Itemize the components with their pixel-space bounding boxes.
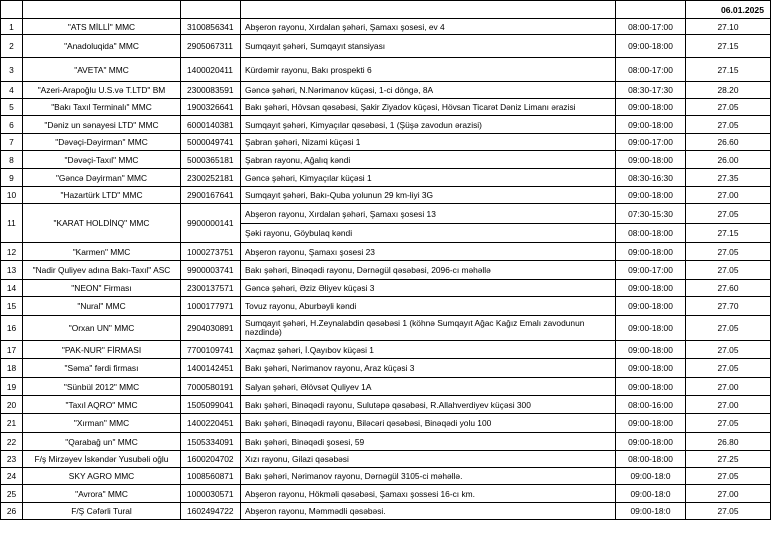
tax-id: 7700109741: [181, 341, 241, 359]
company-name: F/ş Mirzəyev İskəndər Yusubəli oğlu: [23, 451, 181, 468]
table-row: [1, 433, 771, 451]
price: 27.25: [686, 451, 771, 468]
table-row: [1, 378, 771, 396]
company-name: "Dəvəçi-Taxıl" MMC: [23, 151, 181, 169]
table-row: [1, 99, 771, 116]
tax-id: 1400142451: [181, 359, 241, 378]
row-number: 21: [1, 414, 23, 433]
address: Sumqayıt şəhəri, Bakı-Quba yolunun 29 km-liyi 3G: [241, 187, 616, 204]
tax-id: 1505099041: [181, 396, 241, 414]
address: Abşeron rayonu, Şamaxı şosesi 23: [241, 243, 616, 261]
price: 27.05: [686, 99, 771, 116]
table-row: [1, 414, 771, 433]
working-hours: 09:00-18:00: [616, 280, 686, 297]
table-row: [1, 35, 771, 58]
table-row: [1, 82, 771, 99]
table-row: [1, 58, 771, 82]
tax-id: 5000365181: [181, 151, 241, 169]
table-row: [1, 243, 771, 261]
table-row: [1, 134, 771, 151]
price: 27.05: [686, 414, 771, 433]
tax-id: 1600204702: [181, 451, 241, 468]
table-row: [1, 116, 771, 134]
price: 27.60: [686, 280, 771, 297]
table-row: [1, 359, 771, 378]
tax-id: 1000030571: [181, 485, 241, 503]
address: Bakı şəhəri, Nərimanov rayonu, Araz küçəsi 3: [241, 359, 616, 378]
table-row: [1, 341, 771, 359]
company-name: "ATS MİLLİ" MMC: [23, 19, 181, 35]
row-number: 5: [1, 99, 23, 116]
row-number: 18: [1, 359, 23, 378]
row-number: 11: [1, 204, 23, 243]
working-hours: 09:00-18:00: [616, 99, 686, 116]
price: 27.05: [686, 359, 771, 378]
row-number: 20: [1, 396, 23, 414]
header-row: [1, 1, 771, 19]
price: 27.15: [686, 35, 771, 58]
row-number: 3: [1, 58, 23, 82]
address: Bakı şəhəri, Binəqədi rayonu, Dərnəgül qəsəbəsi, 2096-cı məhəllə: [241, 261, 616, 280]
company-name: "PAK-NUR" FİRMASI: [23, 341, 181, 359]
company-name: "Dəniz un sənayesi LTD" MMC: [23, 116, 181, 134]
address: Bakı şəhəri, Nərimanov rayonu, Dərnəgül 3105-ci məhəllə.: [241, 468, 616, 485]
address: Bakı şəhəri, Hövsan qəsəbəsi, Şakir Ziyadov küçəsi, Hövsan Ticarət Dəniz Limanı ərazisi: [241, 99, 616, 116]
company-name: "Hazartürk LTD" MMC: [23, 187, 181, 204]
price: 27.05: [686, 116, 771, 134]
working-hours: 09:00-18:00: [616, 433, 686, 451]
table-row: [1, 19, 771, 35]
company-name: "Nadir Quliyev adına Bakı-Taxıl" ASC: [23, 261, 181, 280]
address: Salyan şəhəri, Əlövsət Quliyev 1A: [241, 378, 616, 396]
tax-id: 2900167641: [181, 187, 241, 204]
tax-id: 9900000141: [181, 204, 241, 243]
header-cell-address: [241, 1, 616, 19]
working-hours: 09:00-18:00: [616, 341, 686, 359]
row-number: 1: [1, 19, 23, 35]
tax-id: 6000140381: [181, 116, 241, 134]
table-row: [1, 169, 771, 187]
header-date: 06.01.2025: [686, 1, 771, 19]
address: Sumqayıt şəhəri, H.Zeynalabdin qəsəbəsi 1 (köhnə Sumqayıt Ağac Kağız Emalı zavodunun nəzdində): [241, 316, 616, 341]
row-number: 13: [1, 261, 23, 280]
company-name: "Xırman" MMC: [23, 414, 181, 433]
company-name: "KARAT HOLDİNQ" MMC: [23, 204, 181, 243]
address: Sumqayıt şəhəri, Sumqayıt stansiyası: [241, 35, 616, 58]
working-hours: 09:00-18:00: [616, 151, 686, 169]
working-hours: 08:00-16:00: [616, 396, 686, 414]
company-name: "Dəvəçi-Dəyirman" MMC: [23, 134, 181, 151]
table-row: [1, 151, 771, 169]
tax-id: 1400020411: [181, 58, 241, 82]
table-row: [1, 396, 771, 414]
price: 27.05: [686, 341, 771, 359]
working-hours: 08:30-16:30: [616, 169, 686, 187]
tax-id: 2300252181: [181, 169, 241, 187]
address: Gəncə şəhəri, Kimyaçılar küçəsi 1: [241, 169, 616, 187]
table-row: [1, 485, 771, 503]
price: 27.00: [686, 396, 771, 414]
company-name: "Azeri-Arapoğlu U.S.və T.LTD" BM: [23, 82, 181, 99]
table-row: [1, 451, 771, 468]
tax-id: 5000049741: [181, 134, 241, 151]
table-row: [1, 468, 771, 485]
row-number: 8: [1, 151, 23, 169]
address: Xaçmaz şəhəri, İ.Qayıbov küçəsi 1: [241, 341, 616, 359]
price: 27.15: [686, 224, 771, 243]
tax-id: 1400220451: [181, 414, 241, 433]
row-number: 4: [1, 82, 23, 99]
tax-id: 3100856341: [181, 19, 241, 35]
working-hours: 09:00-18:0: [616, 485, 686, 503]
price: 27.70: [686, 297, 771, 316]
tax-id: 2905067311: [181, 35, 241, 58]
working-hours: 09:00-18:0: [616, 503, 686, 520]
row-number: 26: [1, 503, 23, 520]
row-number: 10: [1, 187, 23, 204]
company-name: "Bakı Taxıl Terminalı" MMC: [23, 99, 181, 116]
tax-id: 1505334091: [181, 433, 241, 451]
price: 28.20: [686, 82, 771, 99]
row-number: 24: [1, 468, 23, 485]
address: Şabran şəhəri, Nizami küçəsi 1: [241, 134, 616, 151]
price: 26.80: [686, 433, 771, 451]
row-number: 9: [1, 169, 23, 187]
working-hours: 09:00-17:00: [616, 134, 686, 151]
company-name: "Orxan UN" MMC: [23, 316, 181, 341]
header-cell-name: [23, 1, 181, 19]
row-number: 23: [1, 451, 23, 468]
table-row: [1, 261, 771, 280]
price: 27.05: [686, 204, 771, 224]
table-row: [1, 316, 771, 341]
price: 27.05: [686, 468, 771, 485]
company-name: "Gəncə Dəyirman" MMC: [23, 169, 181, 187]
table-row: [1, 204, 771, 224]
address: Kürdəmir rayonu, Bakı prospekti 6: [241, 58, 616, 82]
price: 27.00: [686, 187, 771, 204]
price: 27.05: [686, 243, 771, 261]
row-number: 16: [1, 316, 23, 341]
row-number: 25: [1, 485, 23, 503]
table-row: [1, 297, 771, 316]
company-name: "NEON" Firması: [23, 280, 181, 297]
working-hours: 09:00-18:00: [616, 378, 686, 396]
address: Abşeron rayonu, Xırdalan şəhəri, Şamaxı şosesi, ev 4: [241, 19, 616, 35]
row-number: 2: [1, 35, 23, 58]
price: 26.60: [686, 134, 771, 151]
table-row: [1, 280, 771, 297]
company-name: "AVETA" MMC: [23, 58, 181, 82]
row-number: 7: [1, 134, 23, 151]
working-hours: 09:00-18:0: [616, 468, 686, 485]
price: 27.00: [686, 378, 771, 396]
working-hours: 09:00-18:00: [616, 359, 686, 378]
working-hours: 09:00-18:00: [616, 297, 686, 316]
row-number: 14: [1, 280, 23, 297]
tax-id: 1900326641: [181, 99, 241, 116]
header-cell-voen: [181, 1, 241, 19]
row-number: 6: [1, 116, 23, 134]
row-number: 17: [1, 341, 23, 359]
company-name: "Avrora" MMC: [23, 485, 181, 503]
working-hours: 09:00-17:00: [616, 261, 686, 280]
working-hours: 08:00-17:00: [616, 19, 686, 35]
row-number: 22: [1, 433, 23, 451]
working-hours: 09:00-18:00: [616, 243, 686, 261]
address: Gəncə şəhəri, Əziz Əliyev küçəsi 3: [241, 280, 616, 297]
company-name: "Karmen" MMC: [23, 243, 181, 261]
company-name: "Anadoluqida" MMC: [23, 35, 181, 58]
company-name: "Qarabağ un" MMC: [23, 433, 181, 451]
tax-id: 9900003741: [181, 261, 241, 280]
price: 26.00: [686, 151, 771, 169]
tax-id: 7000580191: [181, 378, 241, 396]
working-hours: 07:30-15:30: [616, 204, 686, 224]
working-hours: 09:00-18:00: [616, 116, 686, 134]
address: Tovuz rayonu, Aburbəyli kəndi: [241, 297, 616, 316]
address: Şabran rayonu, Ağalıq kəndi: [241, 151, 616, 169]
price: 27.10: [686, 19, 771, 35]
price: 27.05: [686, 503, 771, 520]
tax-id: 1008560871: [181, 468, 241, 485]
price: 27.05: [686, 316, 771, 341]
working-hours: 08:00-18:00: [616, 451, 686, 468]
address: Şəki rayonu, Göybulaq kəndi: [241, 224, 616, 243]
address: Abşeron rayonu, Hökməli qəsəbəsi, Şamaxı şossesi 16-cı km.: [241, 485, 616, 503]
price: 27.00: [686, 485, 771, 503]
row-number: 12: [1, 243, 23, 261]
address: Abşeron rayonu, Xırdalan şəhəri, Şamaxı şosesi 13: [241, 204, 616, 224]
company-name: "Nural" MMC: [23, 297, 181, 316]
tax-id: 2300083591: [181, 82, 241, 99]
company-name: "Səma" fərdi firması: [23, 359, 181, 378]
working-hours: 09:00-18:00: [616, 35, 686, 58]
price: 27.05: [686, 261, 771, 280]
tax-id: 2904030891: [181, 316, 241, 341]
price: 27.35: [686, 169, 771, 187]
address: Bakı şəhəri, Binəqədi rayonu, Biləcəri qəsəbəsi, Binəqədi yolu 100: [241, 414, 616, 433]
address: Bakı şəhəri, Binəqədi şosesi, 59: [241, 433, 616, 451]
tax-id: 1602494722: [181, 503, 241, 520]
working-hours: 08:00-18:00: [616, 224, 686, 243]
working-hours: 09:00-18:00: [616, 316, 686, 341]
working-hours: 08:00-17:00: [616, 58, 686, 82]
address: Abşeron rayonu, Məmmədli qəsəbəsi.: [241, 503, 616, 520]
company-name: F/Ş Cəfərli Tural: [23, 503, 181, 520]
address: Xızı rayonu, Gilazi qəsəbəsi: [241, 451, 616, 468]
address: Sumqayıt şəhəri, Kimyaçılar qəsəbəsi, 1 (Şüşə zavodun ərazisi): [241, 116, 616, 134]
header-cell-hours: [616, 1, 686, 19]
address: Bakı şəhəri, Binəqədi rayonu, Sulutəpə qəsəbəsi, R.Allahverdiyev küçəsi 300: [241, 396, 616, 414]
working-hours: 09:00-18:00: [616, 187, 686, 204]
table-row: [1, 503, 771, 520]
row-number: 19: [1, 378, 23, 396]
tax-id: 1000177971: [181, 297, 241, 316]
company-name: "Sünbül 2012" MMC: [23, 378, 181, 396]
address: Gəncə şəhəri, N.Nərimanov küçəsi, 1-ci döngə, 8A: [241, 82, 616, 99]
header-cell-number: [1, 1, 23, 19]
table-row: [1, 187, 771, 204]
price: 27.15: [686, 58, 771, 82]
working-hours: 08:30-17:30: [616, 82, 686, 99]
row-number: 15: [1, 297, 23, 316]
tax-id: 1000273751: [181, 243, 241, 261]
tax-id: 2300137571: [181, 280, 241, 297]
company-name: SKY AGRO MMC: [23, 468, 181, 485]
company-name: "Taxıl AQRO" MMC: [23, 396, 181, 414]
working-hours: 09:00-18:00: [616, 414, 686, 433]
